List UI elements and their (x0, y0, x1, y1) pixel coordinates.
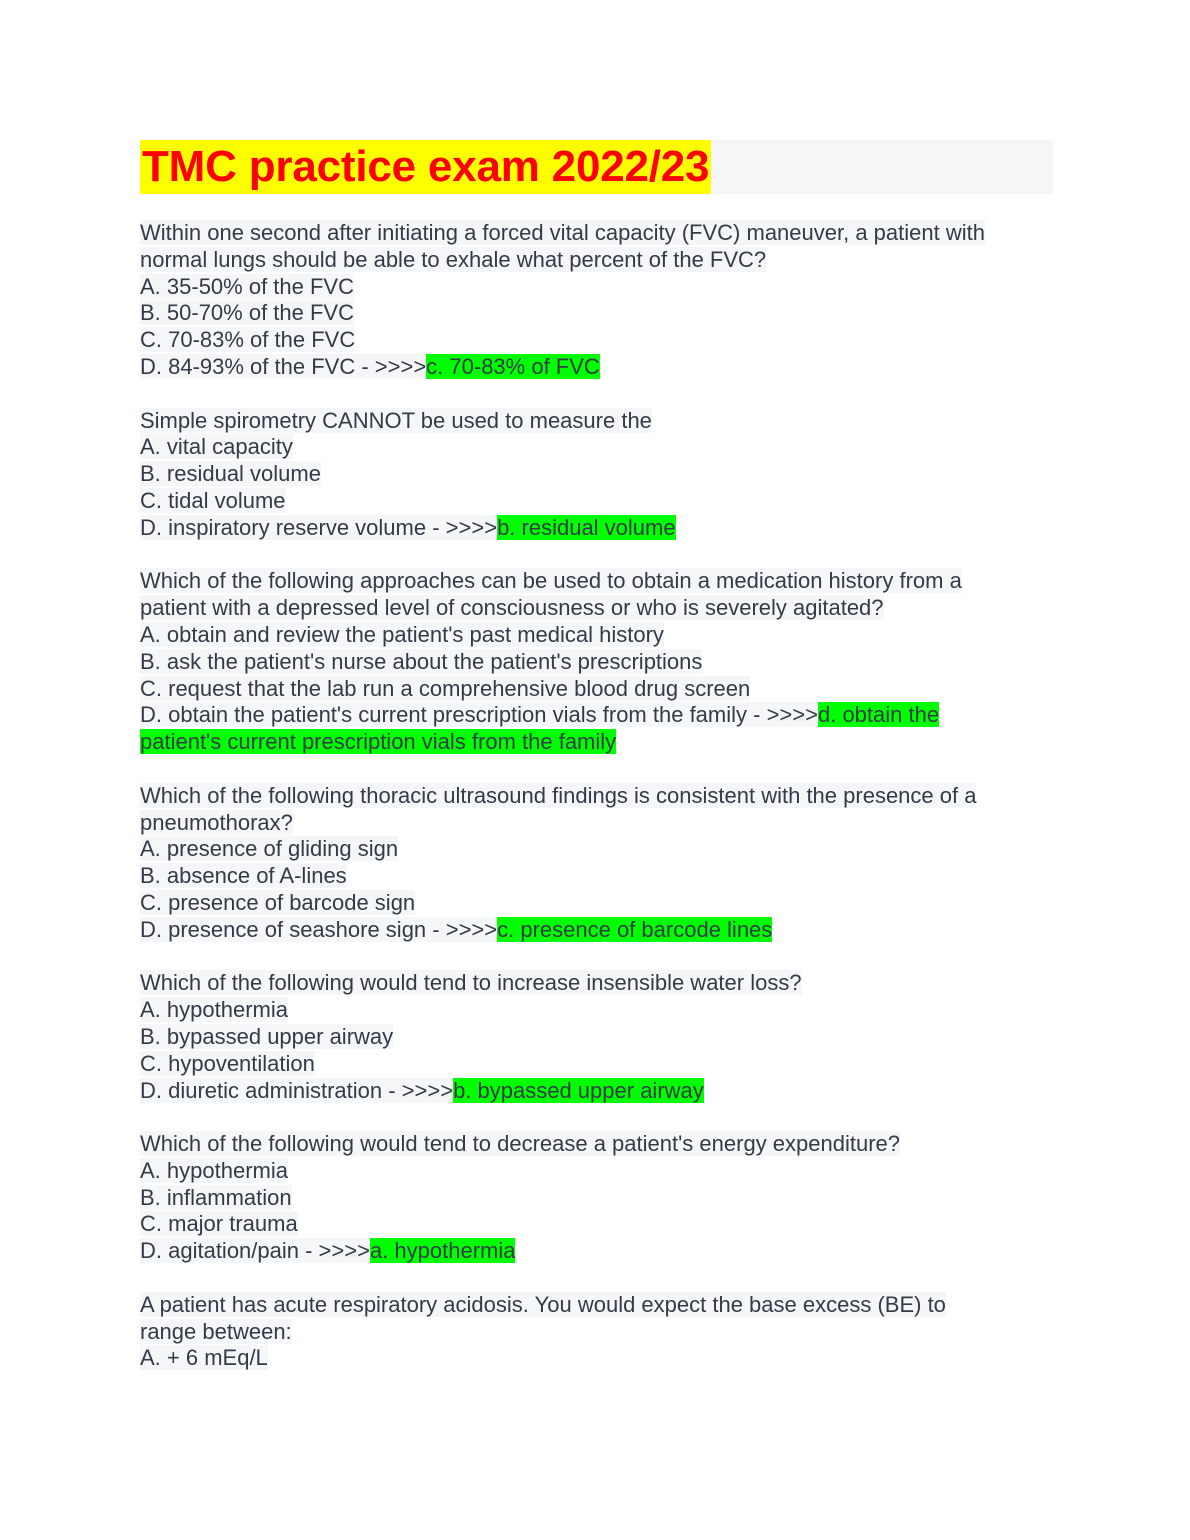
answer-option-text: C. request that the lab run a comprehensive blood drug screen (140, 675, 751, 701)
title-bar (140, 140, 1053, 194)
answer-option (140, 274, 1053, 301)
answer-option (140, 997, 1053, 1024)
question-block (140, 220, 1053, 381)
answer-arrow: - >>>> (747, 702, 818, 728)
answer-option-text: C. presence of barcode sign (140, 889, 416, 915)
question-stem-text: A patient has acute respiratory acidosis. You would expect the base excess (BE) to (140, 1291, 946, 1317)
answer-option-text: A. obtain and review the patient's past medical history (140, 621, 664, 647)
question-block (140, 1292, 1053, 1372)
question-block (140, 970, 1053, 1104)
answer-option-text: B. bypassed upper airway (140, 1023, 394, 1049)
question-stem-text: Within one second after initiating a forced vital capacity (FVC) maneuver, a patient with (140, 220, 985, 245)
question-block (140, 568, 1053, 756)
answer-option (140, 1051, 1053, 1078)
answer-option (140, 461, 1053, 488)
answer-option (140, 327, 1053, 354)
answer-option-text: C. major trauma (140, 1211, 298, 1237)
question-stem-line (140, 595, 1053, 622)
question-stem-text: patient with a depressed level of consciousness or who is severely agitated? (140, 595, 884, 621)
question-list (140, 220, 1053, 1372)
answer-option-text: C. tidal volume (140, 487, 286, 513)
document-title: TMC practice exam 2022/23 (140, 140, 711, 194)
answer-arrow: - >>>> (426, 514, 498, 540)
answer-option-with-key (140, 354, 1053, 381)
question-block (140, 408, 1053, 542)
answer-option-text: C. hypoventilation (140, 1050, 315, 1076)
question-stem-text: Which of the following would tend to decrease a patient's energy expenditure? (140, 1131, 901, 1157)
answer-arrow: - >>>> (299, 1238, 370, 1264)
answer-option (140, 300, 1053, 327)
answer-arrow: - >>>> (382, 1077, 454, 1103)
answer-option-text: C. 70-83% of the FVC (140, 327, 356, 353)
answer-option-text: D. diuretic administration (140, 1077, 383, 1103)
question-stem-text: Simple spirometry CANNOT be used to measure the (140, 407, 652, 433)
answer-option-text: D. inspiratory reserve volume (140, 514, 427, 540)
question-block (140, 783, 1053, 944)
correct-answer-highlight: patient's current prescription vials from the family (140, 729, 617, 755)
answer-option (140, 649, 1053, 676)
answer-option-with-key (140, 1238, 1053, 1265)
answer-option-text: A. + 6 mEq/L (140, 1345, 268, 1371)
question-stem-line (140, 970, 1053, 997)
question-block (140, 1131, 1053, 1265)
document-page (140, 140, 1053, 1399)
correct-answer-highlight: c. 70-83% of FVC (426, 353, 600, 379)
answer-option-text: B. residual volume (140, 461, 321, 487)
answer-option-with-key (140, 702, 1053, 729)
question-stem-line (140, 220, 1053, 247)
answer-option-text: A. vital capacity (140, 434, 293, 460)
answer-option-text: D. agitation/pain (140, 1238, 299, 1264)
answer-option-text: A. 35-50% of the FVC (140, 273, 354, 299)
answer-option (140, 1345, 1053, 1372)
answer-option-text: B. inflammation (140, 1184, 292, 1210)
correct-answer-highlight: a. hypothermia (369, 1238, 516, 1264)
answer-option (140, 1024, 1053, 1051)
question-stem-line (140, 810, 1053, 837)
question-stem-text: range between: (140, 1318, 292, 1344)
answer-option (140, 1158, 1053, 1185)
correct-answer-highlight: b. bypassed upper airway (453, 1077, 704, 1103)
answer-option (140, 676, 1053, 703)
question-stem-line (140, 783, 1053, 810)
answer-option-text: A. hypothermia (140, 1157, 288, 1183)
answer-option (140, 1211, 1053, 1238)
answer-option (140, 890, 1053, 917)
question-stem-text: pneumothorax? (140, 809, 293, 835)
question-stem-line (140, 568, 1053, 595)
answer-option (140, 1185, 1053, 1212)
answer-option (140, 622, 1053, 649)
question-stem-line (140, 1319, 1053, 1346)
answer-option-text: A. hypothermia (140, 997, 288, 1023)
answer-option (140, 488, 1053, 515)
answer-option-text: D. presence of seashore sign (140, 916, 427, 942)
question-stem-text: Which of the following approaches can be used to obtain a medication history from a (140, 568, 962, 594)
answer-arrow: - >>>> (426, 916, 498, 942)
question-stem-line (140, 1292, 1053, 1319)
question-stem-text: Which of the following would tend to increase insensible water loss? (140, 970, 802, 996)
question-stem-line (140, 1131, 1053, 1158)
answer-option (140, 836, 1053, 863)
answer-option-text: B. ask the patient's nurse about the patient's prescriptions (140, 648, 703, 674)
answer-option-with-key (140, 515, 1053, 542)
answer-continuation-line (140, 729, 1053, 756)
correct-answer-highlight: c. presence of barcode lines (497, 916, 773, 942)
answer-option (140, 863, 1053, 890)
answer-option-text: B. absence of A-lines (140, 863, 347, 889)
question-stem-line (140, 408, 1053, 435)
answer-option-text: D. obtain the patient's current prescription vials from the family (140, 702, 748, 728)
answer-option-text: A. presence of gliding sign (140, 836, 399, 862)
answer-option (140, 434, 1053, 461)
answer-option-with-key (140, 1078, 1053, 1105)
correct-answer-highlight: b. residual volume (497, 514, 676, 540)
correct-answer-highlight: d. obtain the (817, 702, 940, 728)
question-stem-line (140, 247, 1053, 274)
answer-option-text: D. 84-93% of the FVC (140, 353, 356, 379)
question-stem-text: Which of the following thoracic ultrasound findings is consistent with the presence of a (140, 782, 977, 808)
answer-option-text: B. 50-70% of the FVC (140, 300, 354, 326)
answer-option-with-key (140, 917, 1053, 944)
answer-arrow: - >>>> (355, 353, 427, 379)
question-stem-text: normal lungs should be able to exhale what percent of the FVC? (140, 246, 767, 272)
